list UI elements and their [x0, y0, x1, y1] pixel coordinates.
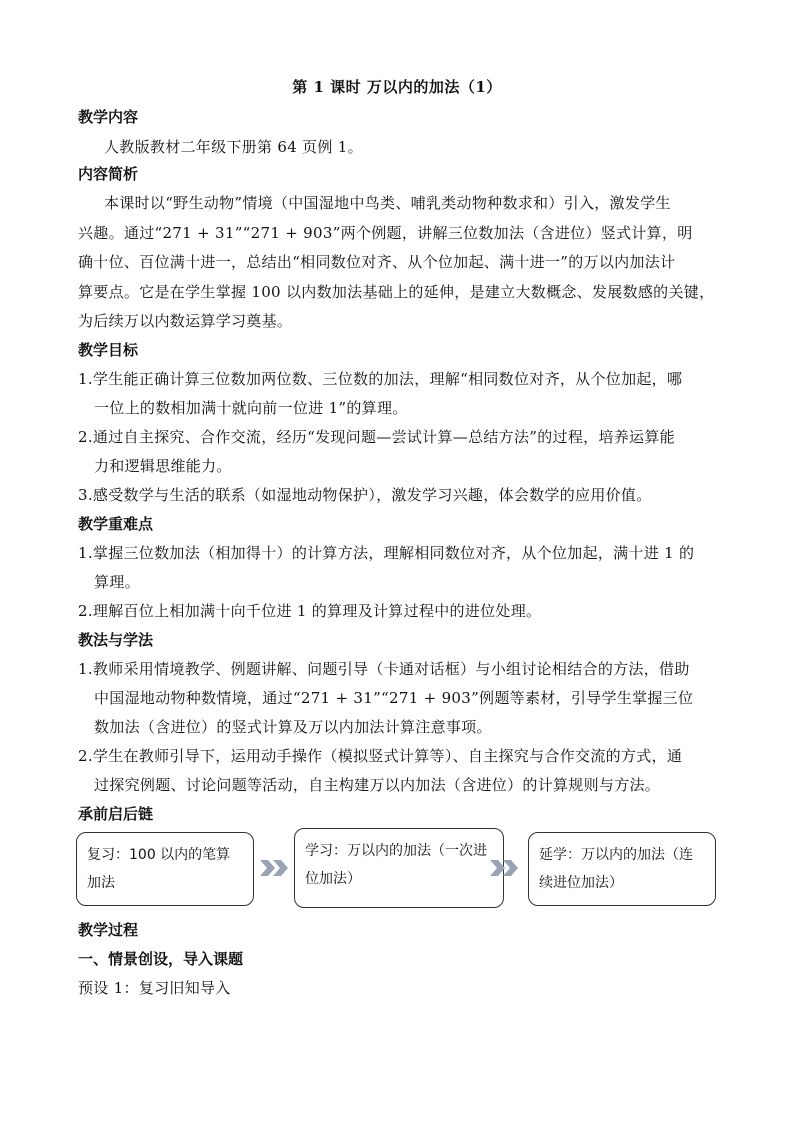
- link-chain-diagram: [76, 828, 718, 910]
- heading-content-analysis: 内容简析: [78, 165, 139, 183]
- goal-2-line-1: 2.通过自主探究、合作交流，经历“发现问题—尝试计算—总结方法”的过程，培养运算能: [78, 428, 675, 446]
- heading-key-points: 教学重难点: [78, 515, 154, 533]
- content-text: 人教版教材二年级下册第 64 页例 1。: [104, 138, 363, 156]
- heading-link-chain: 承前启后链: [78, 805, 154, 823]
- double-chevron-icon: [260, 860, 290, 876]
- goal-3: 3.感受数学与生活的联系（如湿地动物保护），激发学习兴趣，体会数学的应用价值。: [78, 486, 652, 504]
- brief-line-2: 兴趣。通过“271 + 31”“271 + 903”两个例题，讲解三位数加法（含进位）竖式计算，明: [78, 224, 693, 242]
- method-1-line-2: 中国湿地动物种数情境，通过“271 + 31”“271 + 903”例题等素材，引导学生掌握三位: [94, 689, 694, 707]
- method-1-line-3: 数加法（含进位）的竖式计算及万以内加法计算注意事项。: [94, 718, 492, 736]
- method-2-line-2: 过探究例题、讨论问题等活动，自主构建万以内加法（含进位）的计算规则与方法。: [94, 776, 661, 794]
- heading-teaching-goals: 教学目标: [78, 341, 139, 359]
- heading-teaching-content: 教学内容: [78, 108, 139, 126]
- method-2-line-1: 2.学生在教师引导下，运用动手操作（模拟竖式计算等）、自主探究与合作交流的方式，通: [78, 747, 683, 765]
- key-1-line-1: 1.掌握三位数加法（相加得十）的计算方法，理解相同数位对齐，从个位加起，满十进 1 的: [78, 544, 695, 562]
- brief-line-3: 确十位、百位满十进一，总结出“相同数位对齐、从个位加起、满十进一”的万以内加法计: [78, 253, 676, 271]
- brief-line-4: 算要点。它是在学生掌握 100 以内数加法基础上的延伸，是建立大数概念、发展数感的关键，: [78, 283, 715, 301]
- goal-2-line-2: 力和逻辑思维能力。: [94, 457, 232, 475]
- goal-1-line-2: 一位上的数相加满十就向前一位进 1”的算理。: [94, 399, 408, 417]
- brief-line-5: 为后续万以内数运算学习奠基。: [78, 312, 293, 330]
- double-chevron-icon: [490, 860, 520, 876]
- goal-1-line-1: 1.学生能正确计算三位数加两位数、三位数的加法，理解“相同数位对齐，从个位加起，哪: [78, 370, 683, 388]
- flow-box-review: 复习：100 以内的笔算加法: [76, 832, 254, 906]
- heading-teaching-process: 教学过程: [78, 921, 139, 939]
- flow-box-learn: 学习：万以内的加法（一次进位加法）: [294, 828, 504, 908]
- brief-line-1: 本课时以“野生动物”情境（中国湿地中鸟类、哺乳类动物种数求和）引入，激发学生: [104, 194, 671, 212]
- heading-methods: 教法与学法: [78, 631, 154, 649]
- method-1-line-1: 1.教师采用情境教学、例题讲解、问题引导（卡通对话框）与小组讨论相结合的方法，借助: [78, 660, 690, 678]
- preset-1: 预设 1：复习旧知导入: [78, 979, 231, 997]
- key-2: 2.理解百位上相加满十向千位进 1 的算理及计算过程中的进位处理。: [78, 602, 542, 620]
- page-title: 第 1 课时 万以内的加法（1）: [292, 78, 502, 96]
- flow-box-extend: 延学：万以内的加法（连续进位加法）: [528, 832, 716, 906]
- key-1-line-2: 算理。: [94, 573, 140, 591]
- heading-part-1: 一、情景创设，导入课题: [78, 950, 244, 968]
